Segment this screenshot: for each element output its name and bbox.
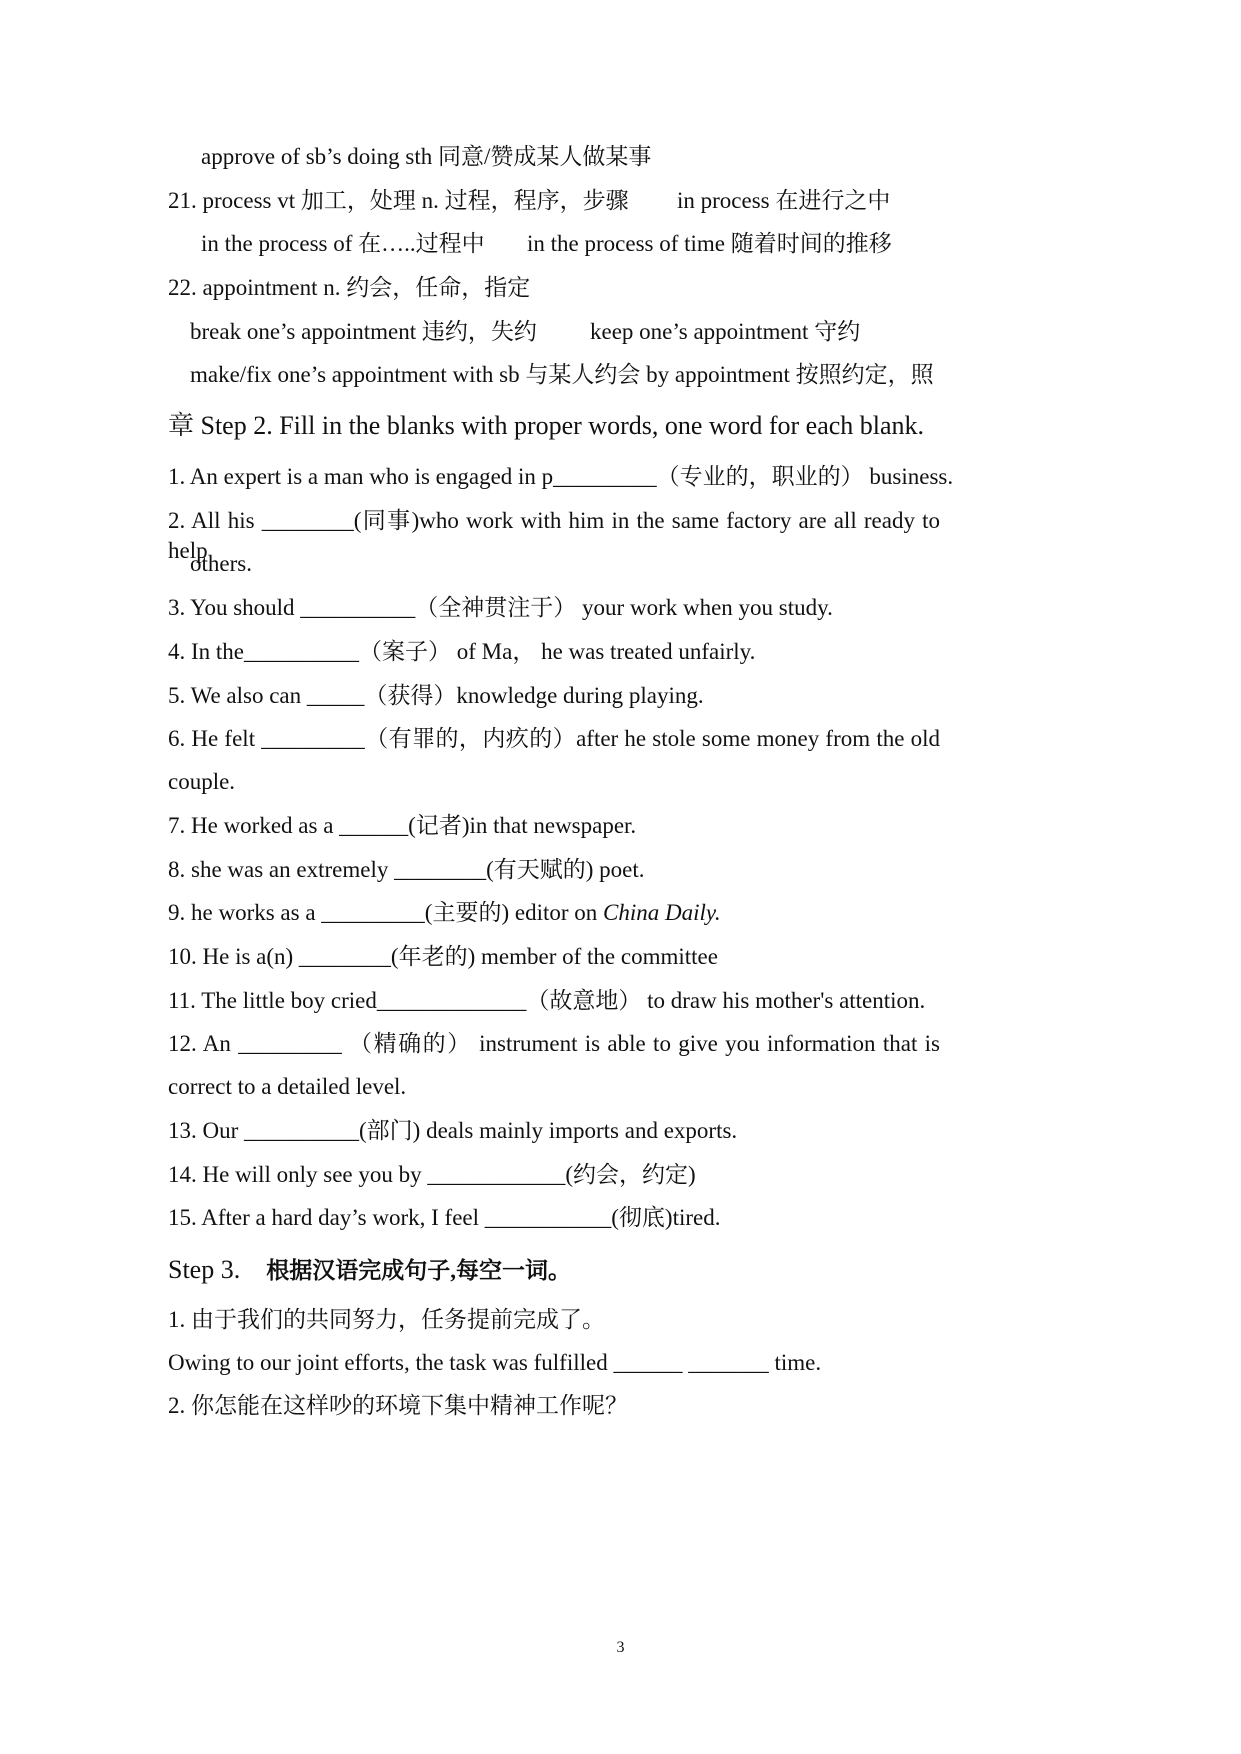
step2-item-11: 11. The little boy cried_____________（故意地） to draw his mother's attention. [168, 988, 926, 1013]
step2-item-9-newspaper: China Daily. [603, 900, 721, 925]
step2-item-15: 15. After a hard day’s work, I feel ___________(彻底)tired. [168, 1205, 721, 1230]
step2-item-12: 12. An _________ （精确的） instrument is able to give you information that is [168, 1031, 940, 1056]
vocab-item-21-sub1: in the process of 在…..过程中 [201, 231, 485, 256]
vocab-approve-line: approve of sb’s doing sth 同意/赞成某人做某事 [201, 144, 652, 169]
step3-q1-english: Owing to our joint efforts, the task was fulfilled ______ _______ time. [168, 1350, 822, 1375]
step2-item-14: 14. He will only see you by ____________(约会，约定) [168, 1162, 696, 1187]
step2-item-2: 2. All his ________(同事)who work with him in the same factory are all ready to help [168, 508, 940, 563]
step3-heading [168, 1253, 571, 1288]
step3-q2-chinese: 2. 你怎能在这样吵的环境下集中精神工作呢？ [168, 1393, 628, 1418]
step2-item-12-cont: correct to a detailed level. [168, 1074, 407, 1099]
step3-q1-chinese: 1. 由于我们的共同努力，任务提前完成了。 [168, 1307, 605, 1332]
step2-item-2-cont: others. [190, 551, 252, 576]
step2-heading: 章 Step 2. Fill in the blanks with proper words, one word for each blank. [168, 411, 925, 440]
step2-item-9 [168, 898, 721, 928]
step2-item-8: 8. she was an extremely ________(有天赋的) poet. [168, 857, 645, 882]
step2-item-9-text: 9. he works as a _________(主要的) editor on [168, 900, 604, 925]
step2-item-7: 7. He worked as a ______(记者)in that newspaper. [168, 813, 637, 838]
vocab-item-22: 22. appointment n. 约会，任命，指定 [168, 275, 531, 300]
step2-item-6-cont: couple. [168, 769, 236, 794]
vocab-item-21-extra: in process 在进行之中 [677, 188, 891, 213]
vocab-item-21-sub2: in the process of time 随着时间的推移 [527, 231, 892, 256]
page-number: 3 [616, 1639, 625, 1656]
step3-heading-prefix: Step 3. [168, 1255, 241, 1284]
step2-item-5: 5. We also can _____（获得）knowledge during playing. [168, 683, 704, 708]
step2-item-1: 1. An expert is a man who is engaged in p_________（专业的，职业的） business. [168, 464, 954, 489]
vocab-item-22-make: make/fix one’s appointment with sb 与某人约会 by appointment 按照约定，照 [190, 362, 934, 387]
vocab-item-22-break: break one’s appointment 违约，失约 [190, 319, 537, 344]
step3-heading-cn: 根据汉语完成句子,每空一词。 [266, 1258, 571, 1283]
step2-item-13: 13. Our __________(部门) deals mainly imports and exports. [168, 1118, 738, 1143]
vocab-item-22-keep: keep one’s appointment 守约 [590, 319, 861, 344]
step2-item-3: 3. You should __________（全神贯注于） your work when you study. [168, 595, 833, 620]
step2-item-10: 10. He is a(n) ________(年老的) member of the committee [168, 944, 718, 969]
vocab-item-21: 21. process vt 加工，处理 n. 过程，程序，步骤 [168, 188, 629, 213]
step2-item-4: 4. In the__________（案子） of Ma， he was treated unfairly. [168, 639, 756, 664]
step2-item-6: 6. He felt _________（有罪的，内疚的）after he stole some money from the old [168, 726, 940, 751]
